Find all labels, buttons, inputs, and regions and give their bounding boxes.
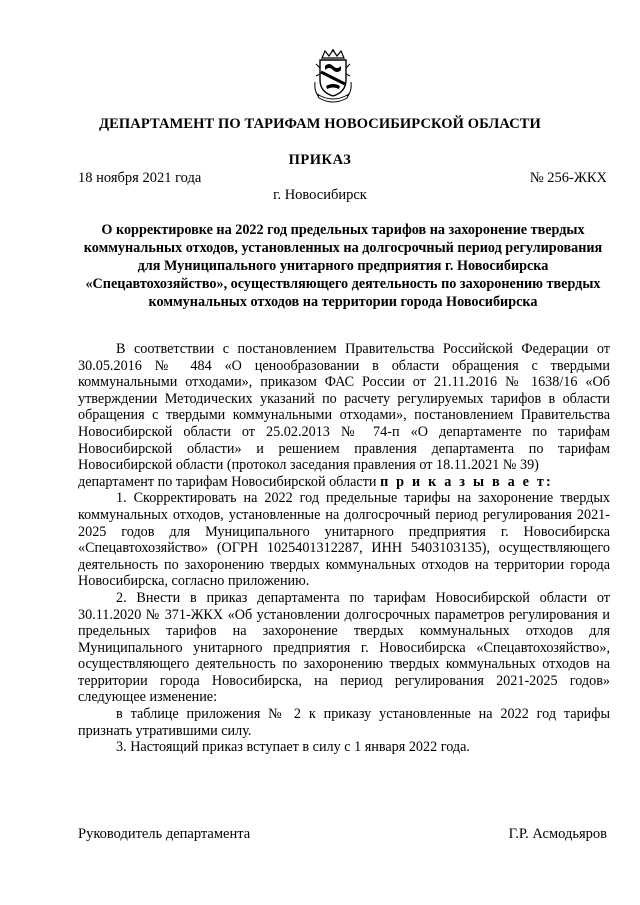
orders-paragraph [78,474,610,491]
document-body [78,341,610,756]
orders-intro: департамент по тарифам Новосибирской области [78,473,377,490]
document-subject: О корректировке на 2022 год предельных тарифов на захоронение твердых коммунальных отходов, установленных на долгосрочный период регулирования для Муниципального унитарного предприятия г. Новосибирска «Спецавтохозяйство», осуществляющего деятельность по захоронению твердых коммунальных отходов на территории города Новосибирска [83,222,603,311]
department-title: ДЕПАРТАМЕНТ ПО ТАРИФАМ НОВОСИБИРСКОЙ ОБЛАСТИ [99,116,541,132]
document-city: г. Новосибирск [273,187,367,203]
document-number: № 256-ЖКХ [529,170,607,186]
signatory-position: Руководитель департамента [78,826,251,842]
novosibirsk-coat-of-arms-icon [313,48,353,104]
signatory-name: Г.Р. Асмодьяров [508,826,607,842]
document-date: 18 ноября 2021 года [78,170,202,186]
item-3: 3. Настоящий приказ вступает в силу с 1 января 2022 года. [116,739,470,756]
item-2-change: в таблице приложения № 2 к приказу установленные на 2022 год тарифы признать утратившими силу. [78,706,610,739]
document-type: ПРИКАЗ [288,152,352,168]
item-1: 1. Скорректировать на 2022 год предельные тарифы на захоронение твердых коммунальных отходов, установленные на долгосрочный период регулирования 2021-2025 годов для Муниципального унитарного предприятия г. Новосибирска «Спецавтохозяйство» (ОГРН 1025401312287, ИНН 5403103135), осуществляющего деятельность по захоронению твердых коммунальных отходов на территории города Новосибирска, согласно приложению. [78,490,610,590]
preamble-paragraph: В соответствии с постановлением Правительства Российской Федерации от 30.05.2016 № 484 «О ценообразовании в области обращения с твердыми коммунальными отходами», приказом ФАС России от 21.11.2016 № 1638/16 «Об утверждении Методических указаний по расчету регулируемых тарифов в области обращения с твердыми коммунальными отходами», постановлением Правительства Новосибирской области от 25.02.2013 № 74-п «О департаменте по тарифам Новосибирской области» и решением правления департамента по тарифам Новосибирской области (протокол заседания правления от 18.11.2021 № 39) [78,341,610,474]
orders-word: п р и к а з ы в а е т: [380,473,553,490]
item-2: 2. Внести в приказ департамента по тарифам Новосибирской области от 30.11.2020 № 371-ЖКХ «Об установлении долгосрочных параметров регулирования и предельных тарифов на захоронение твердых коммунальных отходов для Муниципального унитарного предприятия г. Новосибирска «Спецавтохозяйство», осуществляющего деятельность по захоронению твердых коммунальных отходов на территории города Новосибирска, на период регулирования 2021-2025 годов» следующее изменение: [78,589,610,706]
